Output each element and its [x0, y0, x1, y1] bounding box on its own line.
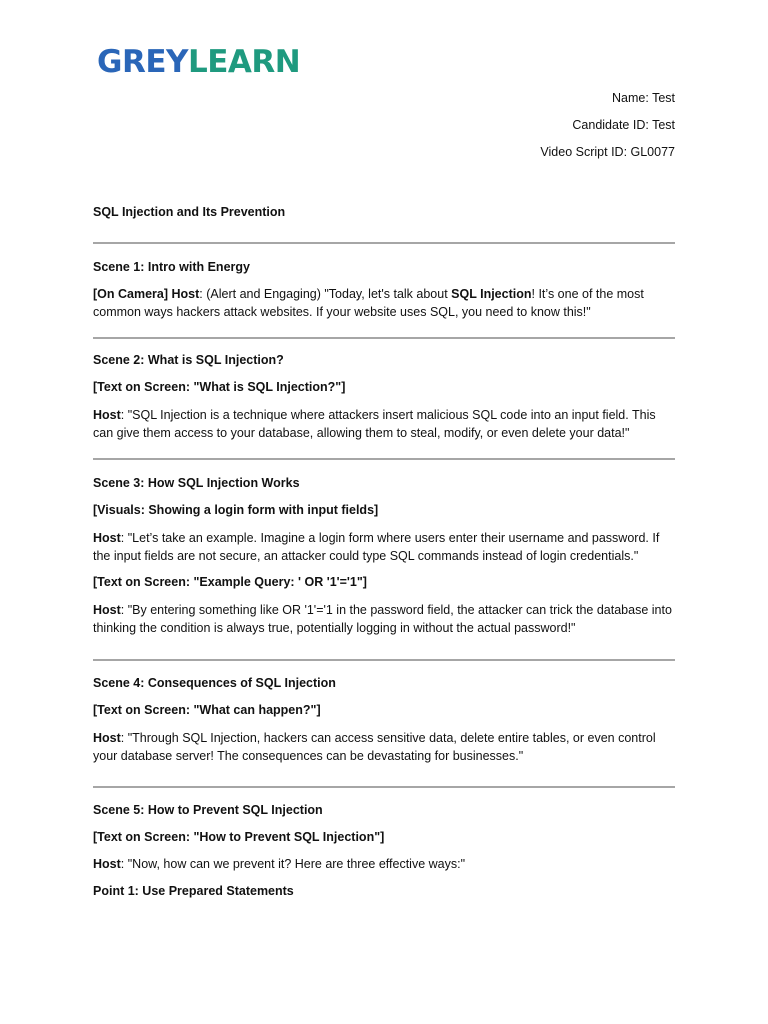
host-label: Host: [93, 531, 121, 545]
divider: [93, 786, 675, 788]
greylearn-logo: [97, 44, 300, 80]
meta-video-script-id: Video Script ID: GL0077: [540, 145, 675, 159]
document-title: SQL Injection and Its Prevention: [93, 205, 286, 219]
scene-3-title: Scene 3: How SQL Injection Works: [93, 476, 300, 490]
scene-1-title: Scene 1: Intro with Energy: [93, 260, 250, 274]
divider: [93, 659, 675, 661]
scene-3-visuals: [Visuals: Showing a login form with input fields]: [93, 503, 379, 517]
scene-5-line: : "Now, how can we prevent it? Here are three effective ways:": [120, 857, 466, 871]
divider: [93, 337, 675, 339]
script-content: [93, 204, 675, 899]
scene-5-host-line: [93, 855, 675, 873]
scene-3-line-1: : "Let’s take an example. Imagine a login form where users enter their username and password. If the input fields are not secure, an attacker could type SQL commands instead of login credentials.": [93, 531, 660, 563]
scene-1-line-b: ! It’s one of the most common ways hackers attack websites. If your website uses SQL, you need to know this!": [93, 287, 644, 319]
host-label: Host: [93, 603, 121, 617]
logo-part-learn: LEARN: [187, 44, 301, 80]
meta-candidate-id: Candidate ID: Test: [572, 118, 675, 132]
scene-1-emphasis: SQL Injection: [451, 287, 532, 301]
meta-name: Name: Test: [612, 91, 675, 105]
scene-5-screen-text: [Text on Screen: "How to Prevent SQL Injection"]: [93, 830, 385, 844]
scene-2-title: Scene 2: What is SQL Injection?: [93, 353, 284, 367]
scene-2-line: : "SQL Injection is a technique where attackers insert malicious SQL code into an input field. This can give them access to your database, allowing them to steal, modify, or even delete your data!": [93, 408, 656, 440]
host-label: Host: [93, 408, 121, 422]
scene-2-host-line: [93, 406, 675, 442]
scene-3-screen-text: [Text on Screen: "Example Query: ' OR '1'='1"]: [93, 575, 367, 589]
scene-4-title: Scene 4: Consequences of SQL Injection: [93, 676, 336, 690]
scene-4-line: : "Through SQL Injection, hackers can access sensitive data, delete entire tables, or even control your database server! The consequences can be devastating for businesses.": [93, 731, 656, 763]
host-label: Host: [93, 731, 121, 745]
scene-1-cue: [On Camera] Host: [93, 287, 200, 301]
scene-2-screen-text: [Text on Screen: "What is SQL Injection?"]: [93, 380, 346, 394]
scene-1-line-a: : (Alert and Engaging) "Today, let's talk about: [199, 287, 452, 301]
scene-3-host-line-1: [93, 529, 675, 565]
scene-1-host-line: [93, 285, 675, 321]
scene-4-host-line: [93, 729, 675, 765]
scene-4-screen-text: [Text on Screen: "What can happen?"]: [93, 703, 321, 717]
scene-5-title: Scene 5: How to Prevent SQL Injection: [93, 803, 323, 817]
scene-3-line-2: : "By entering something like OR '1'='1 in the password field, the attacker can trick the database into thinking the condition is always true, potentially logging in without the actual password!": [93, 603, 672, 635]
host-label: Host: [93, 857, 121, 871]
scene-5-point-1: Point 1: Use Prepared Statements: [93, 884, 294, 898]
divider: [93, 242, 675, 244]
document-meta: [540, 88, 675, 169]
scene-3-host-line-2: [93, 601, 675, 637]
divider: [93, 458, 675, 460]
logo-part-grey: GREY: [97, 44, 188, 80]
